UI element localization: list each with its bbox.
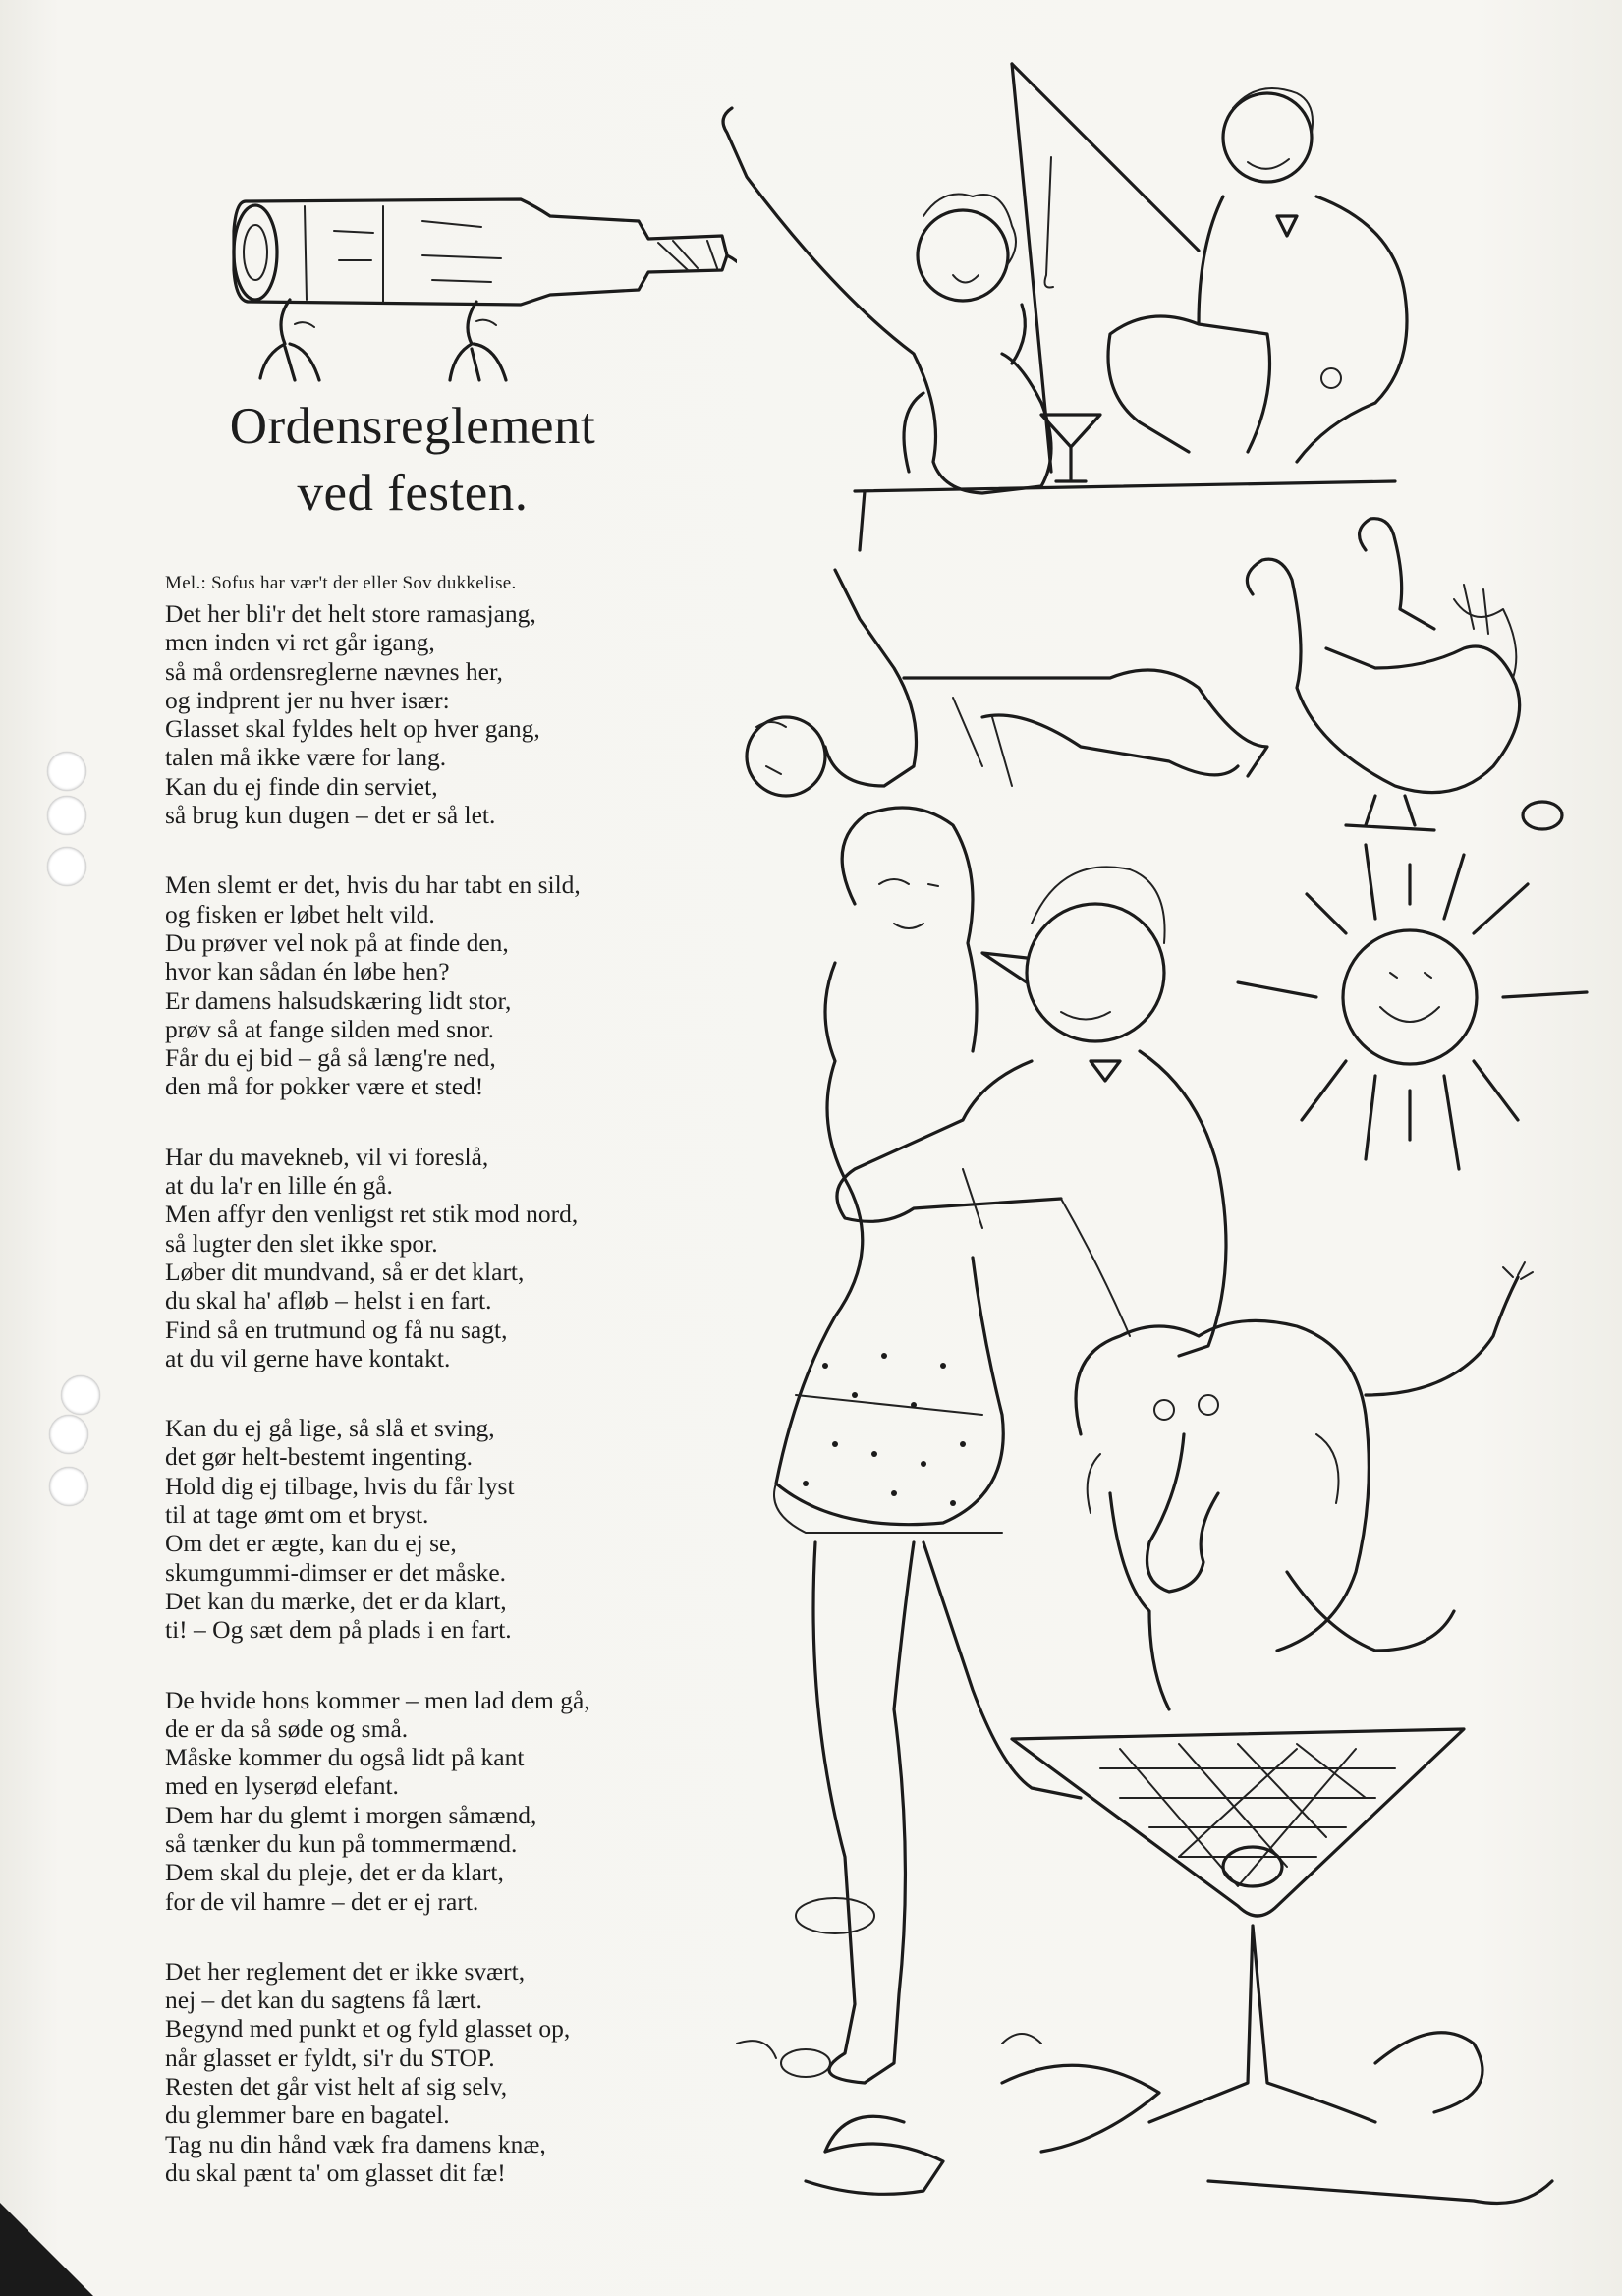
verse-line: så lugter den slet ikke spor. (165, 1228, 438, 1258)
verse-line: den må for pokker være et sted! (165, 1072, 484, 1101)
verse-line: ti! – Og sæt dem på plads i en fart. (165, 1615, 512, 1645)
stanza-6 (165, 1957, 755, 2187)
verse-line: du skal ha' afløb – helst i en fart. (165, 1286, 492, 1316)
verse-line: Glasset skal fyldes helt op hver gang, (165, 714, 540, 744)
verse-line: Dem har du glemt i morgen såmænd, (165, 1800, 537, 1829)
stanza-3 (165, 1143, 755, 1372)
verse-line: prøv så at fange silden med snor. (165, 1014, 494, 1043)
binder-hole (61, 1375, 100, 1415)
verse-line: til at tage ømt om et bryst. (165, 1500, 429, 1530)
verse-line: du glemmer bare en bagatel. (165, 2100, 450, 2130)
verse-line: Om det er ægte, kan du ej se, (165, 1529, 457, 1558)
falling-man-illustration (747, 570, 1267, 796)
verse-line: Men slemt er det, hvis du har tabt en sild, (165, 870, 581, 900)
verse-line: at du vil gerne have kontakt. (165, 1343, 451, 1372)
verse-line: Det her reglement det er ikke svært, (165, 1956, 526, 1986)
folded-corner (0, 2203, 93, 2296)
party-cartoon (688, 39, 1601, 2240)
verse-line: Kan du ej gå lige, så slå et sving, (165, 1414, 495, 1443)
verse-line: de er da så søde og små. (165, 1713, 409, 1743)
verse-line: Men affyr den venligst ret stik mod nord, (165, 1200, 579, 1229)
verse-line: Du prøver vel nok på at finde den, (165, 927, 509, 957)
chickens-illustration (1247, 519, 1562, 830)
verse-line: Det her bli'r det helt store ramasjang, (165, 599, 536, 628)
binder-hole (49, 1415, 88, 1454)
verse-line: men inden vi ret går igang, (165, 628, 435, 657)
verse-line: Måske kommer du også lidt på kant (165, 1743, 525, 1772)
verse-line: talen må ikke være for lang. (165, 743, 447, 772)
binder-hole (49, 1467, 88, 1506)
verse-line: Det kan du mærke, det er da klart, (165, 1586, 507, 1615)
melody-note: Mel.: Sofus har vær't der eller Sov dukkelise. (165, 573, 517, 593)
binder-hole (47, 752, 86, 791)
bottle-illustration (226, 162, 737, 388)
verse-line: at du la'r en lille én gå. (165, 1171, 393, 1201)
verse-line: Tag nu din hånd væk fra damens knæ, (165, 2129, 546, 2158)
title-line-1: Ordensreglement (229, 398, 596, 455)
verse-line: og indprent jer nu hver især: (165, 685, 450, 714)
verse-line: du skal pænt ta' om glasset dit fæ! (165, 2157, 506, 2187)
sun-illustration (1238, 845, 1587, 1169)
verse-line: for de vil hamre – det er ej rart. (165, 1886, 479, 1916)
verse-line: Har du mavekneb, vil vi foreslå, (165, 1142, 489, 1171)
verse-line: så brug kun dugen – det er så let. (165, 801, 496, 830)
verse-line: Kan du ej finde din serviet, (165, 771, 438, 801)
stanza-1 (165, 599, 755, 829)
stanza-4 (165, 1414, 755, 1644)
verse-line: Hold dig ej tilbage, hvis du får lyst (165, 1471, 515, 1500)
verse-line: Får du ej bid – gå så læng're ned, (165, 1043, 496, 1073)
table-scene-illustration (723, 64, 1407, 550)
verse-line: det gør helt-bestemt ingenting. (165, 1442, 474, 1472)
verse-line: Resten det går vist helt af sig selv, (165, 2072, 508, 2101)
verse-line: skumgummi-dimser er det måske. (165, 1557, 507, 1587)
cocktail-glass-illustration (737, 1729, 1552, 2204)
title-line-2: ved festen. (297, 465, 529, 522)
verse-line: og fisken er løbet helt vild. (165, 899, 435, 928)
verse-line: når glasset er fyldt, si'r du STOP. (165, 2043, 495, 2072)
stanza-2 (165, 870, 755, 1100)
binder-hole (47, 847, 86, 886)
verse-line: med en lyserød elefant. (165, 1771, 399, 1801)
stanza-5 (165, 1686, 755, 1916)
verse-line: De hvide hons kommer – men lad dem gå, (165, 1685, 590, 1714)
verse-line: hvor kan sådan én løbe hen? (165, 957, 450, 986)
poem (165, 599, 755, 2228)
verse-line: Er damens halsudskæring lidt stor, (165, 985, 512, 1015)
dancing-couple-illustration (774, 808, 1226, 2083)
verse-line: Løber dit mundvand, så er det klart, (165, 1257, 525, 1286)
verse-line: Find så en trutmund og få nu sagt, (165, 1315, 508, 1344)
elephant-illustration (1076, 1262, 1533, 1709)
binder-hole (47, 796, 86, 835)
verse-line: så må ordensreglerne nævnes her, (165, 656, 503, 686)
verse-line: Begynd med punkt et og fyld glasset op, (165, 2014, 571, 2044)
verse-line: nej – det kan du sagtens få lært. (165, 1986, 482, 2015)
verse-line: så tænker du kun på tommermænd. (165, 1828, 518, 1858)
verse-line: Dem skal du pleje, det er da klart, (165, 1858, 504, 1887)
song-title (157, 393, 668, 527)
